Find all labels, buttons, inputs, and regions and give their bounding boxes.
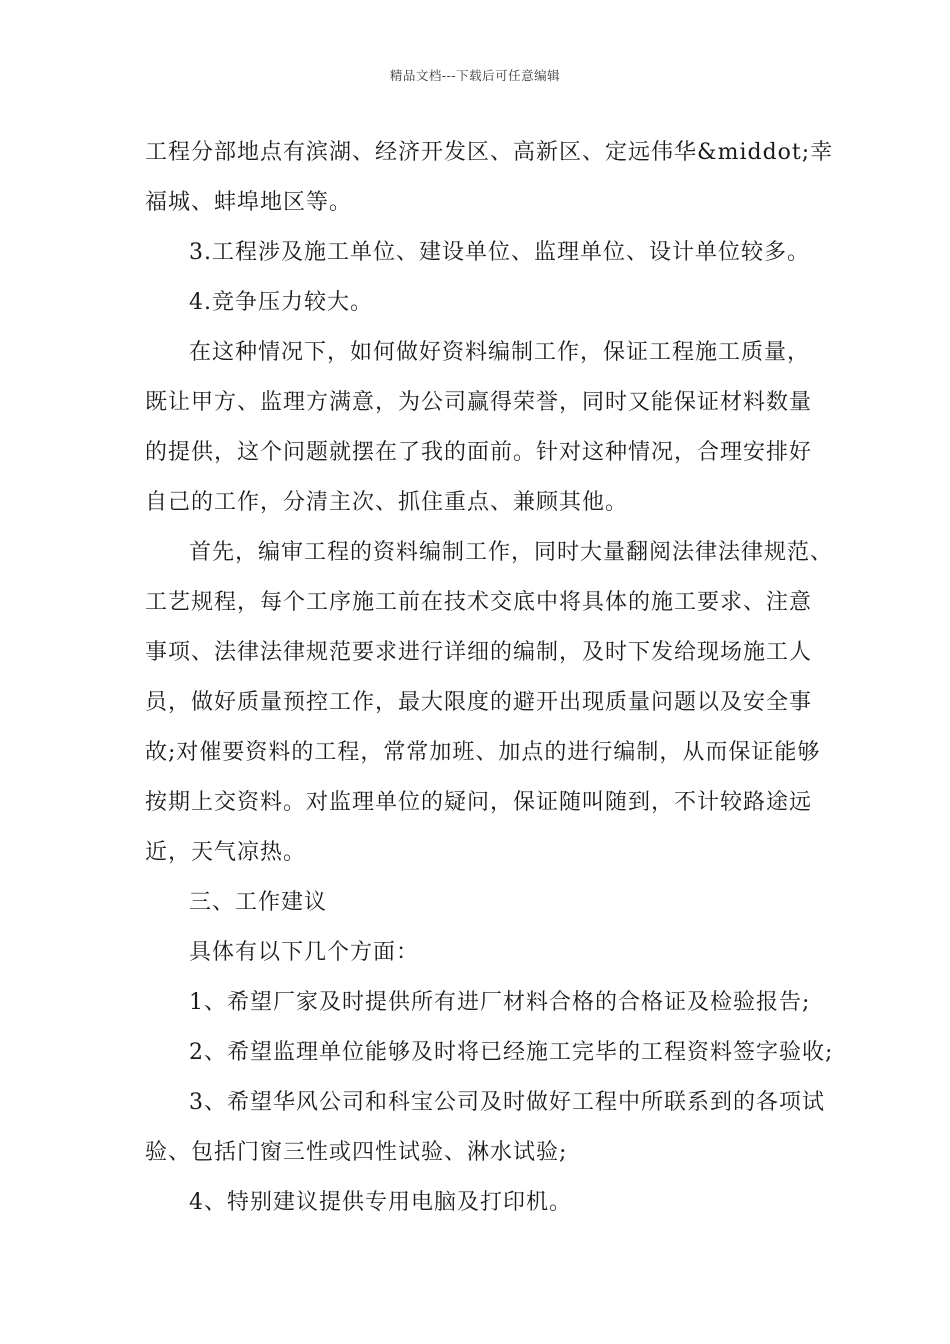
section-heading: 三、工作建议: [189, 890, 328, 915]
paragraph-line: 在这种情况下，如何做好资料编制工作，保证工程施工质量，: [189, 340, 811, 365]
paragraph-line: 工程分部地点有滨湖、经济开发区、高新区、定远伟华&middot;幸: [145, 140, 834, 165]
paragraph-line: 近，天气凉热。: [145, 840, 307, 865]
paragraph-line: 自己的工作，分清主次、抓住重点、兼顾其他。: [145, 490, 629, 515]
list-item-continuation: 验、包括门窗三性或四性试验、淋水试验;: [145, 1140, 568, 1165]
paragraph-line: 按期上交资料。对监理单位的疑问，保证随叫随到，不计较路途远: [145, 790, 813, 815]
list-item: 4、特别建议提供专用电脑及打印机。: [189, 1190, 572, 1215]
paragraph-line: 工艺规程，每个工序施工前在技术交底中将具体的施工要求、注意: [145, 590, 813, 615]
paragraph-line: 具体有以下几个方面：: [189, 940, 420, 965]
paragraph-line: 既让甲方、监理方满意，为公司赢得荣誉，同时又能保证材料数量: [145, 390, 813, 415]
paragraph-line: 故;对催要资料的工程，常常加班、加点的进行编制，从而保证能够: [145, 740, 821, 765]
paragraph-line: 3.工程涉及施工单位、建设单位、监理单位、设计单位较多。: [189, 240, 810, 265]
paragraph-line: 福城、蚌埠地区等。: [145, 190, 353, 215]
paragraph-line: 的提供，这个问题就摆在了我的面前。针对这种情况，合理安排好: [145, 440, 813, 465]
list-item: 3、希望华风公司和科宝公司及时做好工程中所联系到的各项试: [189, 1090, 825, 1115]
list-item: 2、希望监理单位能够及时将已经施工完毕的工程资料签字验收;: [189, 1040, 834, 1065]
list-item: 1、希望厂家及时提供所有进厂材料合格的合格证及检验报告;: [189, 990, 811, 1015]
paragraph-line: 员，做好质量预控工作，最大限度的避开出现质量问题以及安全事: [145, 690, 813, 715]
paragraph-line: 事项、法律法律规范要求进行详细的编制，及时下发给现场施工人: [145, 640, 813, 665]
paragraph-line: 4.竞争压力较大。: [189, 290, 373, 315]
page-header: 精品文档---下载后可任意编辑: [389, 68, 561, 83]
paragraph-line: 首先，编审工程的资料编制工作，同时大量翻阅法律法律规范、: [189, 540, 834, 565]
document-body: [145, 128, 834, 1228]
